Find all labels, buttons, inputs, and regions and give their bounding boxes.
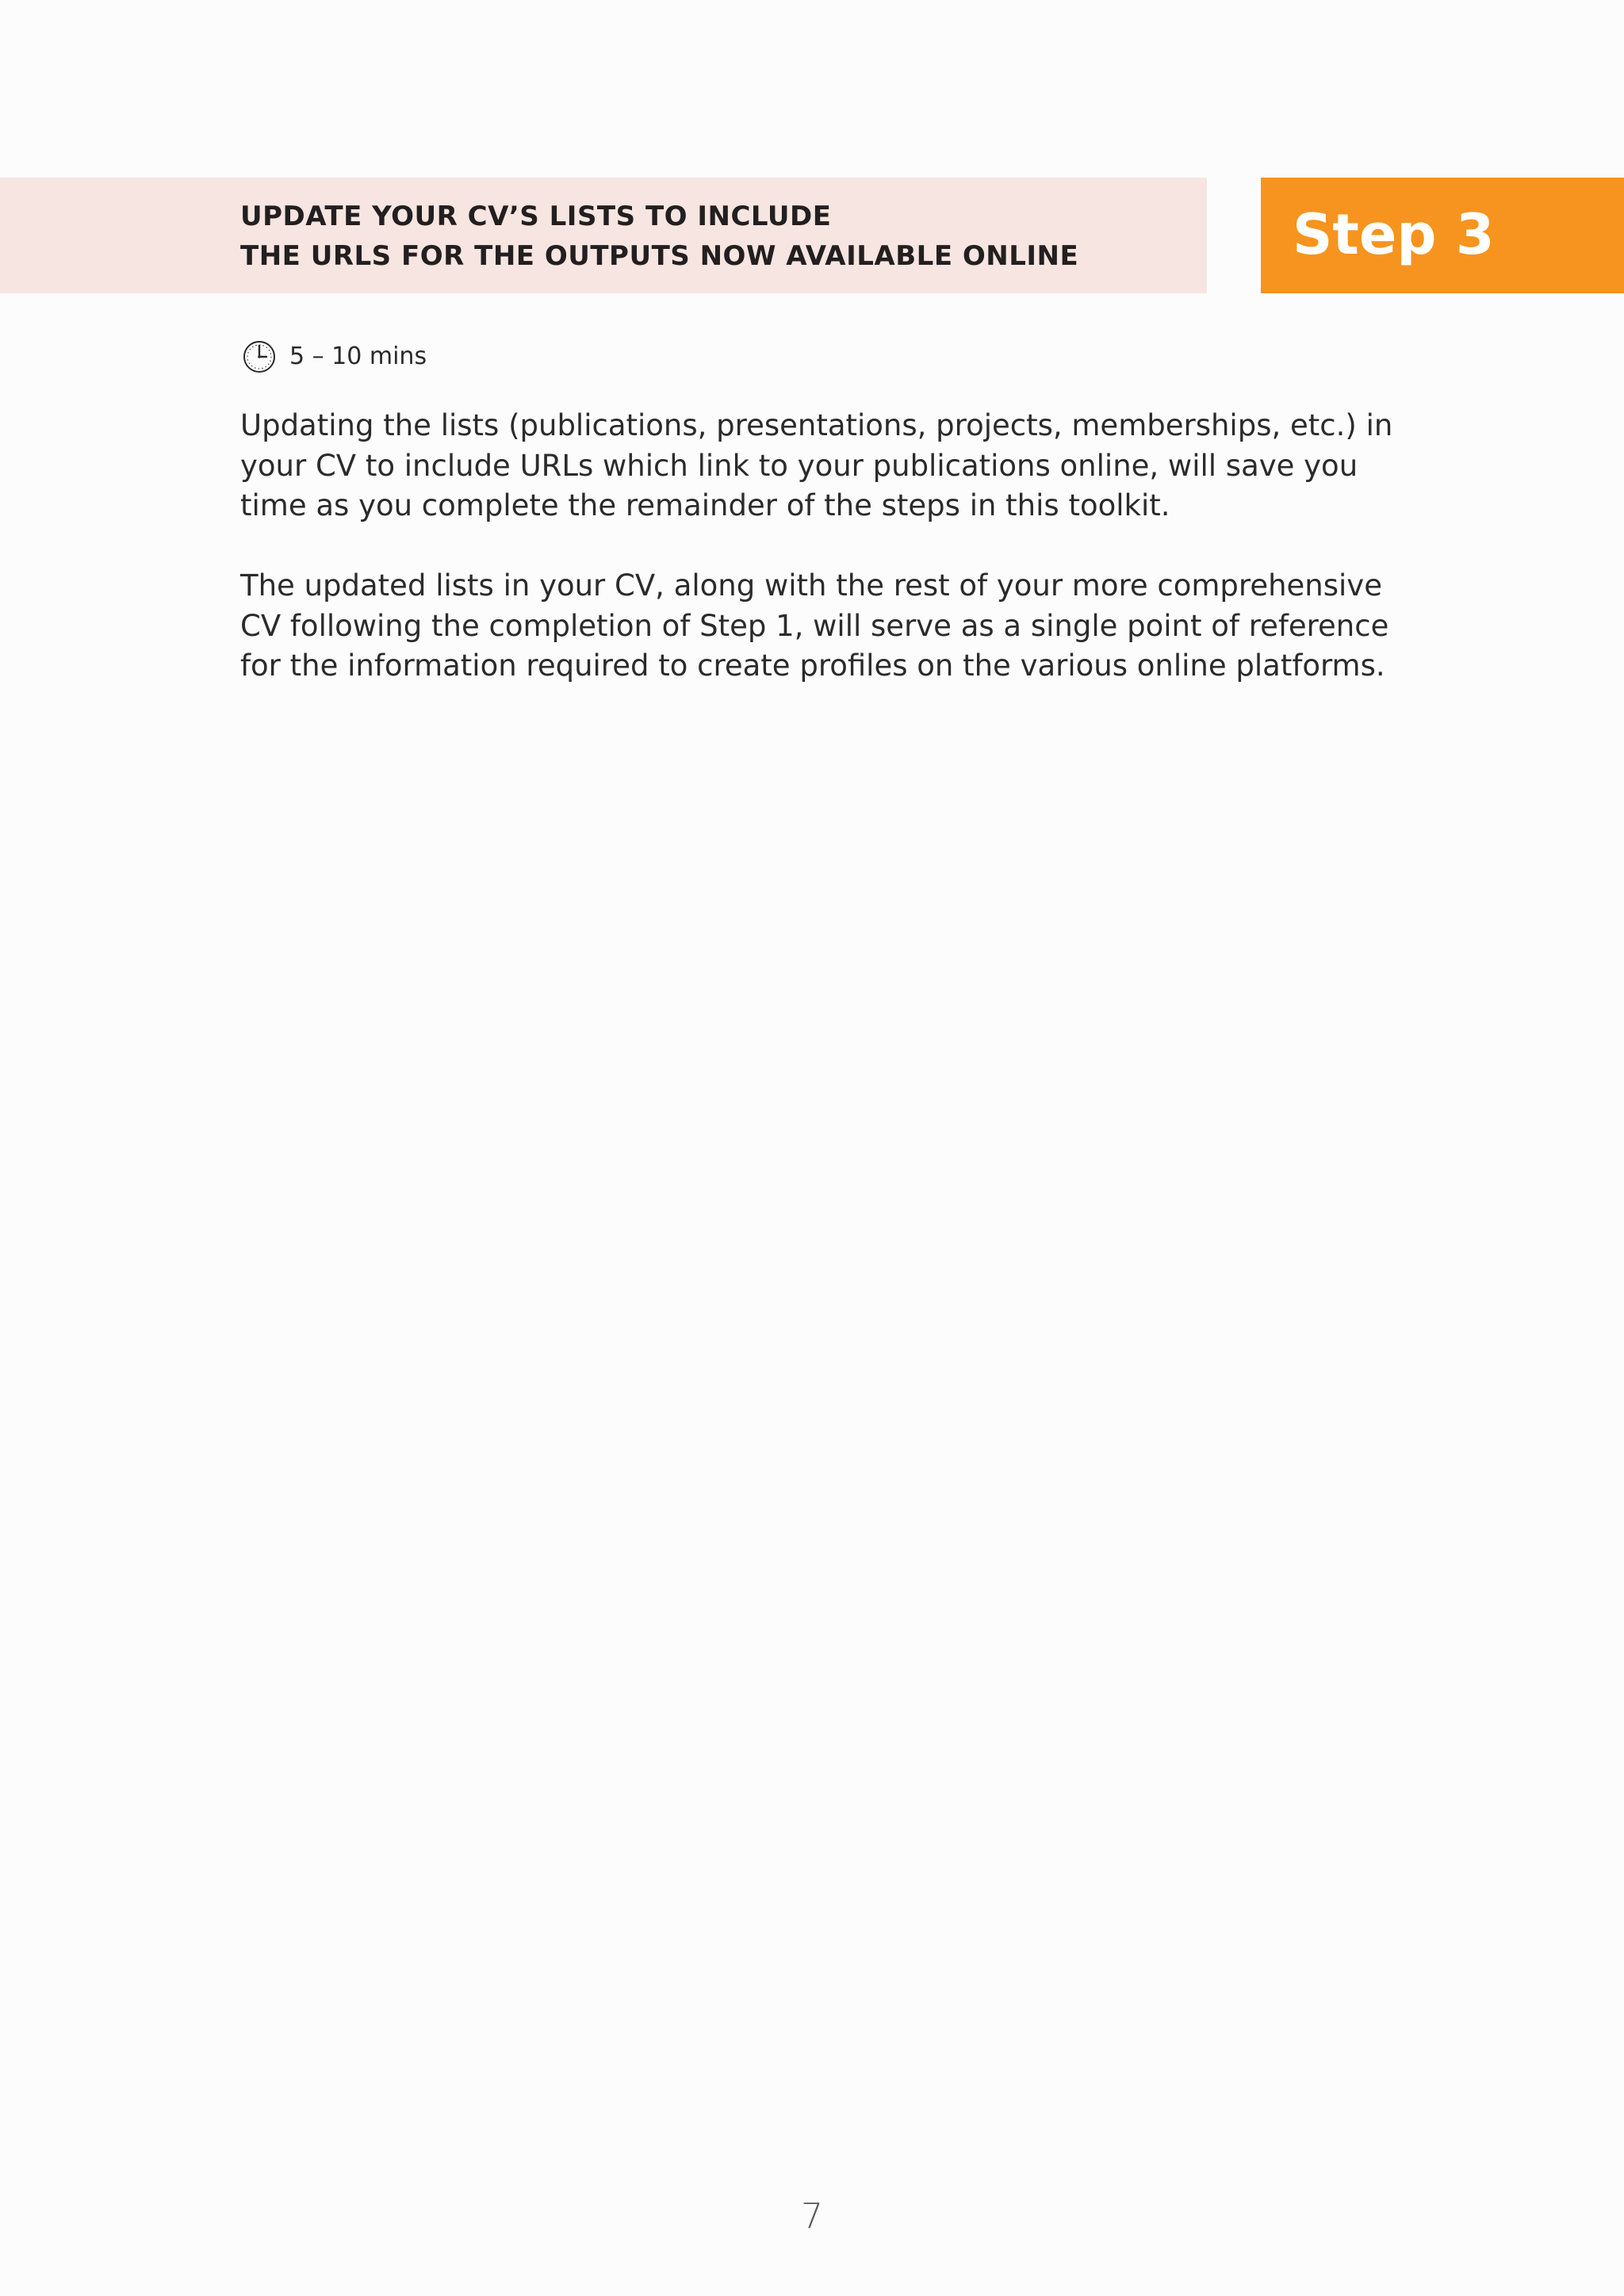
- paragraph-line: The updated lists in your CV, along with the rest of your more comprehensive: [240, 568, 1382, 603]
- time-estimate: [240, 336, 427, 376]
- page-number: 7: [801, 2196, 823, 2237]
- paragraph-line: Updating the lists (publications, presentations, projects, memberships, etc.) in: [240, 408, 1393, 442]
- section-title: [240, 197, 1192, 276]
- paragraph-line: time as you complete the remainder of the steps in this toolkit.: [240, 488, 1170, 522]
- body-paragraph-1: [240, 406, 1393, 526]
- paragraph-line: CV following the completion of Step 1, will serve as a single point of reference: [240, 608, 1389, 643]
- step-badge: [1261, 178, 1624, 293]
- paragraph-line: your CV to include URLs which link to your publications online, will save you: [240, 448, 1358, 483]
- paragraph-line: for the information required to create profiles on the various online platforms.: [240, 649, 1385, 683]
- time-estimate-text: 5 – 10 mins: [289, 342, 427, 370]
- body-paragraph-2: [240, 566, 1389, 687]
- section-title-line: THE URLS FOR THE OUTPUTS NOW AVAILABLE ONLINE: [240, 240, 1079, 272]
- clock-icon: [240, 337, 278, 375]
- step-label: Step 3: [1293, 202, 1495, 267]
- section-title-line: UPDATE YOUR CV’S LISTS TO INCLUDE: [240, 201, 832, 232]
